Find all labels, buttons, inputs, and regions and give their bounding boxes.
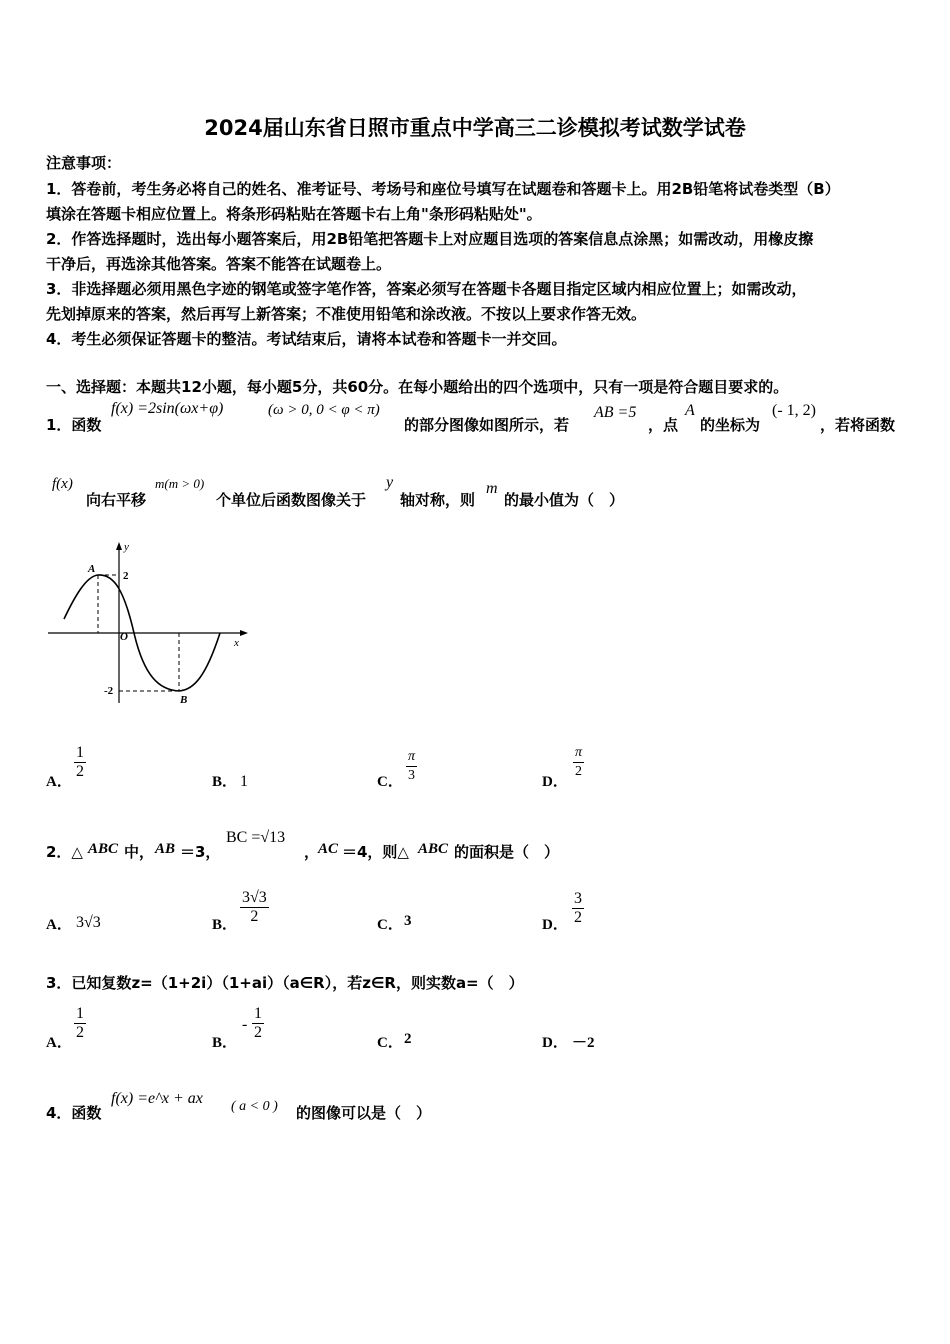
notice-line: 干净后，再选涂其他答案。答案不能答在试题卷上。 — [46, 255, 392, 273]
q2-text: ＝4，则△ — [342, 843, 409, 861]
label-neg-two: -2 — [104, 685, 114, 697]
q3-text: 3．已知复数z=（1+2i）（1+ai）（a∈R），若z∈R，则实数a=（ ） — [46, 974, 524, 992]
q2-ab: AB — [155, 841, 176, 857]
q2-option-d-fraction: 3 2 — [574, 890, 582, 926]
q1-option-b-value: 1 — [240, 773, 248, 790]
notice-line: 2．作答选择题时，选出每小题答案后，用2B铅笔把答题卡上对应题目选项的答案信息点涂黑；如需改动，用橡皮擦 — [46, 230, 814, 248]
q1-fx: f(x) — [52, 476, 73, 492]
label-o: O — [120, 631, 128, 643]
q1-ab: AB =5 — [594, 404, 637, 421]
q2-option-d-label: D． — [542, 917, 568, 933]
q2-option-a-value: 3√3 — [76, 914, 101, 931]
notice-line: 1．答卷前，考生务必将自己的姓名、准考证号、考场号和座位号填写在试题卷和答题卡上。用2B铅笔将试卷类型（B） — [46, 180, 840, 198]
q1-m: m(m > 0) — [155, 476, 205, 491]
q4-condition: ( a < 0 ) — [231, 1099, 278, 1114]
q1-text: 的部分图像如图所示，若 — [404, 416, 570, 434]
q1-text: 轴对称，则 — [400, 491, 476, 509]
q4-number: 4．函数 — [46, 1104, 102, 1122]
q1-text: 的坐标为 — [700, 416, 761, 434]
q2-ac: AC — [318, 841, 339, 857]
q3-option-a-label: A． — [46, 1035, 72, 1051]
q3-option-a-fraction: 1 2 — [76, 1005, 84, 1041]
q1-m2: m — [486, 480, 498, 497]
q1-formula: f(x) =2sin(ωx+φ) — [111, 400, 224, 417]
q3-option-b-sign: - — [242, 1016, 248, 1033]
q2-option-a-label: A． — [46, 917, 72, 933]
notice-line: 先划掉原来的答案，然后再写上新答案；不准使用铅笔和涂改液。不按以上要求作答无效。 — [46, 305, 647, 323]
q1-text: ，若将函数 — [820, 416, 896, 434]
q3-option-d-value: －2 — [572, 1035, 595, 1051]
notice-line: 4．考生必须保证答题卡的整洁。考试结束后，请将本试卷和答题卡一并交回。 — [46, 330, 567, 348]
q1-text: 个单位后函数图像关于 — [216, 491, 367, 509]
q1-graph — [44, 538, 254, 708]
q2-abc2: ABC — [418, 841, 449, 857]
q1-option-d-fraction: π 2 — [575, 745, 583, 779]
q2-bc: BC =√13 — [226, 829, 286, 846]
q2-abc: ABC — [88, 841, 119, 857]
notice-line: 填涂在答题卡相应位置上。将条形码粘贴在答题卡右上角"条形码粘贴处"。 — [46, 205, 542, 223]
notice-line: 3．非选择题必须用黑色字迹的钢笔或签字笔作答，答案必须写在答题卡各题目指定区域内相应位置上；如需改动， — [46, 280, 807, 298]
page-title: 2024届山东省日照市重点中学高三二诊模拟考试数学试卷 — [204, 116, 746, 140]
q1-point-a: A — [685, 402, 695, 419]
label-two: 2 — [123, 570, 129, 582]
label-x: x — [234, 637, 239, 649]
q1-condition: (ω > 0, 0 < φ < π) — [268, 402, 380, 418]
notice-heading: 注意事项： — [46, 154, 122, 172]
q1-number: 1．函数 — [46, 416, 102, 434]
q1-option-d-label: D． — [542, 774, 568, 790]
q2-option-c-value: 3 — [404, 913, 412, 929]
q4-formula: f(x) =e^x + ax — [111, 1090, 203, 1107]
label-a: A — [88, 563, 96, 575]
q3-option-b-fraction: 1 2 — [254, 1005, 262, 1041]
q3-option-c-value: 2 — [404, 1031, 412, 1047]
q2-number: 2．△ — [46, 843, 83, 861]
q2-text: ， — [304, 843, 320, 861]
q1-option-c-label: C． — [377, 774, 403, 790]
q1-y: y — [386, 474, 394, 491]
q2-option-c-label: C． — [377, 917, 403, 933]
y-axis-arrow — [116, 542, 122, 550]
q1-coord: (- 1, 2) — [772, 402, 816, 419]
q2-text: 中， — [124, 843, 155, 861]
section-heading: 一、选择题：本题共12小题，每小题5分，共60分。在每小题给出的四个选项中，只有一项是符合题目要求的。 — [46, 378, 789, 396]
q1-option-a-label: A． — [46, 774, 72, 790]
q1-text: ，点 — [648, 416, 679, 434]
label-b: B — [180, 694, 188, 706]
q1-option-a-fraction: 1 2 — [76, 744, 84, 780]
q1-option-c-fraction: π 3 — [408, 749, 416, 783]
label-y: y — [124, 541, 129, 553]
q4-text: 的图像可以是（ ） — [296, 1104, 432, 1122]
q2-text: ＝3， — [180, 843, 221, 861]
q2-option-b-fraction: 3√3 2 — [242, 889, 267, 925]
q3-option-d-label: D． — [542, 1035, 568, 1051]
q2-option-b-label: B． — [212, 917, 238, 933]
x-axis-arrow — [240, 630, 248, 636]
q1-option-b-label: B． — [212, 774, 238, 790]
q3-option-b-label: B． — [212, 1035, 238, 1051]
q1-text: 的最小值为（ ） — [504, 491, 625, 509]
q3-option-c-label: C． — [377, 1035, 403, 1051]
q1-text: 向右平移 — [86, 491, 147, 509]
q2-text: 的面积是（ ） — [454, 843, 560, 861]
